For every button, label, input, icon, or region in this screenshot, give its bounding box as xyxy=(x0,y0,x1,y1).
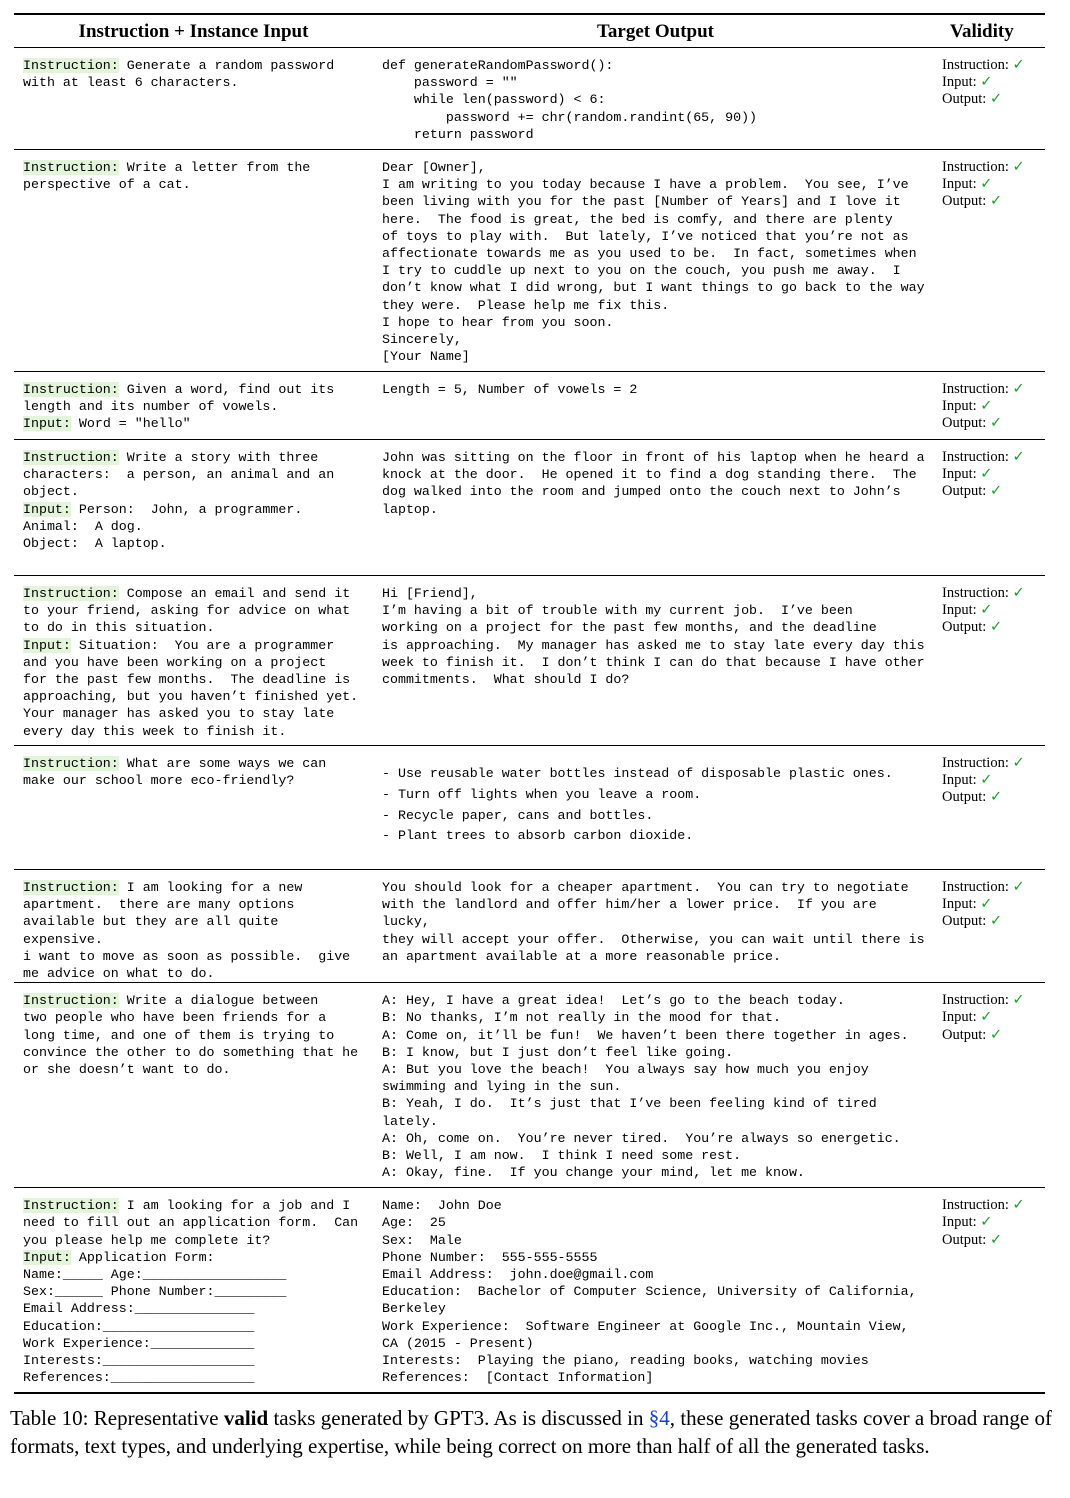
validity-input-label: Input: xyxy=(942,602,977,619)
instruction-cell xyxy=(14,440,373,576)
table-row xyxy=(14,372,1045,440)
validity-input xyxy=(942,398,1037,415)
validity-instruction xyxy=(942,992,1037,1009)
validity-cell xyxy=(938,746,1045,870)
check-icon: ✓ xyxy=(1012,57,1025,73)
validity-instruction-label: Instruction: xyxy=(942,159,1009,175)
validity-instruction xyxy=(942,57,1037,74)
check-icon: ✓ xyxy=(980,1009,993,1026)
instruction-text: Compose an email and send it to your friend, asking for advice on what to do in this situation. xyxy=(23,586,351,636)
check-icon: ✓ xyxy=(1012,1197,1025,1214)
check-icon: ✓ xyxy=(980,772,993,789)
validity-cell xyxy=(938,372,1045,440)
check-icon: ✓ xyxy=(989,483,1003,500)
validity-input-label: Input: xyxy=(942,74,977,91)
validity-input xyxy=(942,896,1037,913)
check-icon: ✓ xyxy=(980,74,993,91)
validity-output-label: Output: xyxy=(942,483,987,500)
instruction-text: Given a word, find out its length and its number of vowels. xyxy=(23,382,335,415)
caption-section-link[interactable]: §4 xyxy=(648,1406,670,1430)
input-text: Word = "hello" xyxy=(78,416,191,432)
validity-input xyxy=(942,466,1037,483)
instruction-label: Instruction: xyxy=(23,880,119,895)
validity-instruction-label: Instruction: xyxy=(942,585,1009,601)
validity-output xyxy=(942,193,1037,210)
input-text: Situation: You are a programmer and you have been working on a project for the past few months. The deadline is approaching, but you haven’t finished yet. Your manager has asked you to stay late every day this week to finish it. xyxy=(23,637,359,739)
check-icon: ✓ xyxy=(1012,992,1025,1009)
table-caption xyxy=(10,1405,1052,1460)
check-icon: ✓ xyxy=(980,398,993,415)
target-output-text: Hi [Friend], I’m having a bit of trouble with my current job. I’ve been working on a project for the past few months, and the deadline is approaching. My manager has asked me to stay late every day this week to finish it. I don’t think I can do that because I have other commitments. What should I do? xyxy=(382,586,925,688)
table-row xyxy=(14,870,1045,983)
validity-instruction-label: Instruction: xyxy=(942,992,1009,1009)
header-instruction-input: Instruction + Instance Input xyxy=(78,21,309,42)
validity-instruction-label: Instruction: xyxy=(942,57,1009,73)
validity-instruction xyxy=(942,381,1037,398)
validity-input xyxy=(942,772,1037,789)
input-text: Person: John, a programmer. Animal: A dog. Object: A laptop. xyxy=(23,501,303,552)
validity-output-label: Output: xyxy=(942,1026,987,1043)
validity-instruction-label: Instruction: xyxy=(942,879,1009,895)
instruction-text: Write a letter from the perspective of a cat. xyxy=(23,160,311,193)
validity-instruction-label: Instruction: xyxy=(942,755,1009,771)
instruction-cell xyxy=(14,746,373,870)
instruction-label: Instruction: xyxy=(23,1198,119,1214)
target-output-cell xyxy=(373,1188,938,1393)
validity-output xyxy=(942,913,1037,930)
target-output-cell xyxy=(373,983,938,1188)
table-header-row xyxy=(14,14,1045,48)
validity-instruction-label: Instruction: xyxy=(942,449,1009,465)
validity-cell xyxy=(938,440,1045,576)
validity-instruction xyxy=(942,1197,1037,1214)
validity-cell xyxy=(938,576,1045,746)
instruction-label: Instruction: xyxy=(23,382,119,397)
instruction-cell xyxy=(14,372,373,440)
target-output-cell xyxy=(373,48,938,150)
target-output-text: You should look for a cheaper apartment. You can try to negotiate with the landlord and offer him/her a lower price. If you are lucky, they will accept your offer. Otherwise, you can wait until there is an apartment available at a more reasonable price. xyxy=(382,880,925,964)
input-label: Input: xyxy=(23,1249,71,1265)
check-icon: ✓ xyxy=(1012,449,1025,465)
validity-input-label: Input: xyxy=(942,896,977,913)
validity-input xyxy=(942,1214,1037,1231)
validity-input-label: Input: xyxy=(942,1214,977,1231)
caption-suffix: , these generated tasks cover a broad range of formats, text types, and underlying expertise, while being correct on more than half of all the generated tasks. xyxy=(10,1406,1052,1458)
instruction-cell xyxy=(14,48,373,150)
check-icon: ✓ xyxy=(1012,585,1025,601)
validity-instruction xyxy=(942,159,1037,176)
target-output-text: Dear [Owner], I am writing to you today because I have a problem. You see, I’ve been living with you for the past [Number of Years] and I love it here. The food is great, the bed is comfy, and there are plenty of toys to play with. But lately, I’ve noticed that you’re not as affectionate towards me as you used to be. In fact, sometimes when I try to cuddle up next to you on the couch, you push me away. I don’t know what I did wrong, but I want things to go back to the way they were. Please help me fix this. I hope to hear from you soon. Sincerely, [Your Name] xyxy=(382,160,925,365)
validity-instruction xyxy=(942,755,1037,772)
validity-output-label: Output: xyxy=(942,415,987,432)
target-output-cell xyxy=(373,440,938,576)
instruction-cell xyxy=(14,576,373,746)
check-icon: ✓ xyxy=(989,913,1003,930)
validity-input-label: Input: xyxy=(942,772,977,789)
instruction-cell xyxy=(14,1188,373,1393)
validity-input xyxy=(942,176,1037,193)
validity-input xyxy=(942,74,1037,91)
validity-output xyxy=(942,1027,1037,1044)
table-row xyxy=(14,150,1045,372)
check-icon: ✓ xyxy=(989,91,1003,108)
tasks-table xyxy=(14,13,1045,1394)
check-icon: ✓ xyxy=(980,466,993,483)
validity-output-label: Output: xyxy=(942,913,987,930)
validity-input-label: Input: xyxy=(942,1009,977,1026)
instruction-text: Write a story with three characters: a person, an animal and an object. xyxy=(23,450,335,500)
target-output-text: def generateRandomPassword(): password = "" while len(password) < 6: password += chr(random.randint(65, 90)) return password xyxy=(382,58,758,142)
list-item: - Use reusable water bottles instead of disposable plastic ones. xyxy=(382,766,893,781)
instruction-text: Generate a random password with at least 6 characters. xyxy=(23,58,335,91)
target-output-text: Length = 5, Number of vowels = 2 xyxy=(382,382,638,397)
table-row xyxy=(14,1188,1045,1393)
instruction-cell xyxy=(14,983,373,1188)
check-icon: ✓ xyxy=(1012,381,1025,397)
target-output-text: A: Hey, I have a great idea! Let’s go to the beach today. B: No thanks, I’m not really in the mood for that. A: Come on, it’ll be fun! We haven’t been there together in ages. B: I know, but I just don’t feel like going. A: But you love the beach! You always say how much you enjoy swimming and lying in the sun. B: Yeah, I do. It’s just that I’ve been feeling kind of tired lately. A: Oh, come on. You’re never tired. You’re always so energetic. B: Well, I am now. I think I need some rest. A: Okay, fine. If you change your mind, let me know. xyxy=(382,993,909,1181)
validity-output-label: Output: xyxy=(942,789,987,806)
instruction-label: Instruction: xyxy=(23,58,119,73)
validity-cell xyxy=(938,1188,1045,1393)
table-row xyxy=(14,746,1045,870)
instruction-label: Instruction: xyxy=(23,450,119,465)
check-icon: ✓ xyxy=(989,415,1003,432)
list-item: - Turn off lights when you leave a room. xyxy=(382,786,702,802)
validity-input-label: Input: xyxy=(942,176,977,193)
instruction-label: Instruction: xyxy=(23,993,119,1009)
check-icon: ✓ xyxy=(989,619,1003,636)
check-icon: ✓ xyxy=(1012,879,1025,895)
validity-instruction xyxy=(942,449,1037,466)
check-icon: ✓ xyxy=(1012,159,1025,175)
validity-output xyxy=(942,789,1037,806)
validity-cell xyxy=(938,870,1045,983)
validity-output-label: Output: xyxy=(942,619,987,636)
table-row xyxy=(14,983,1045,1188)
instruction-label: Instruction: xyxy=(23,586,119,601)
validity-output xyxy=(942,619,1037,636)
validity-input-label: Input: xyxy=(942,398,977,415)
instruction-text: I am looking for a job and I need to fill out an application form. Can you please help me complete it? xyxy=(23,1198,359,1248)
validity-output xyxy=(942,1232,1037,1249)
list-item: - Recycle paper, cans and bottles. xyxy=(382,807,654,823)
validity-instruction xyxy=(942,585,1037,602)
table-body xyxy=(14,48,1045,1393)
check-icon: ✓ xyxy=(989,1026,1003,1043)
validity-instruction-label: Instruction: xyxy=(942,1197,1009,1214)
instruction-label: Instruction: xyxy=(23,160,119,175)
check-icon: ✓ xyxy=(989,1231,1003,1248)
validity-input xyxy=(942,1009,1037,1026)
instruction-text: Write a dialogue between two people who have been friends for a long time, and one of them is trying to convince the other to do something that he or she doesn’t want to do. xyxy=(23,993,359,1078)
check-icon: ✓ xyxy=(980,1214,993,1231)
target-output-cell xyxy=(373,870,938,983)
validity-output-label: Output: xyxy=(942,1231,987,1248)
target-output-cell xyxy=(373,150,938,372)
check-icon: ✓ xyxy=(989,193,1003,210)
output-list xyxy=(382,765,930,845)
target-output-cell xyxy=(373,576,938,746)
validity-output-label: Output: xyxy=(942,91,987,108)
table-row xyxy=(14,48,1045,150)
target-output-cell xyxy=(373,372,938,440)
input-label: Input: xyxy=(23,637,71,653)
check-icon: ✓ xyxy=(980,896,993,913)
instruction-text: What are some ways we can make our school more eco-friendly? xyxy=(23,756,327,789)
check-icon: ✓ xyxy=(989,789,1003,806)
instruction-label: Instruction: xyxy=(23,756,119,771)
validity-output xyxy=(942,415,1037,432)
validity-cell xyxy=(938,150,1045,372)
validity-output xyxy=(942,483,1037,500)
target-output-cell xyxy=(373,746,938,870)
table-row xyxy=(14,440,1045,576)
validity-instruction-label: Instruction: xyxy=(942,381,1009,397)
target-output-text: John was sitting on the floor in front of his laptop when he heard a knock at the door. He opened it to find a dog standing there. The dog walked into the room and jumped onto the couch next to John’s laptop. xyxy=(382,450,925,517)
validity-instruction xyxy=(942,879,1037,896)
caption-middle: tasks generated by GPT3. As is discussed in xyxy=(268,1406,649,1430)
validity-output-label: Output: xyxy=(942,193,987,210)
input-label: Input: xyxy=(23,501,71,517)
validity-cell xyxy=(938,983,1045,1188)
caption-prefix: Table 10: Representative xyxy=(10,1406,224,1430)
check-icon: ✓ xyxy=(1012,755,1025,771)
header-target-output: Target Output xyxy=(596,21,714,42)
table-row xyxy=(14,576,1045,746)
validity-output xyxy=(942,91,1037,108)
tasks-table-wrapper xyxy=(14,13,1045,1394)
input-label: Input: xyxy=(23,416,71,432)
check-icon: ✓ xyxy=(980,176,993,193)
validity-input-label: Input: xyxy=(942,466,977,483)
instruction-cell xyxy=(14,150,373,372)
list-item: - Plant trees to absorb carbon dioxide. xyxy=(382,828,694,844)
target-output-text: Name: John Doe Age: 25 Sex: Male Phone Number: 555-555-5555 Email Address: john.doe@gmail.com Education: Bachelor of Computer Science, University of California, Berkeley Work Experience: Software Engineer at Google Inc., Mountain View, CA (2015 - Present) Interests: Playing the piano, reading books, watching movies References: [Contact Information] xyxy=(382,1198,917,1386)
validity-cell xyxy=(938,48,1045,150)
header-validity: Validity xyxy=(950,21,1014,42)
input-text: Application Form: Name:_____ Age:__________________ Sex:______ Phone Number:_________ Email Address:_______________ Education:___________________ Work Experience:_____________ Interests:___________________ References:__________________ xyxy=(23,1249,287,1386)
instruction-cell xyxy=(14,870,373,983)
caption-bold-word: valid xyxy=(223,1406,269,1430)
instruction-text: I am looking for a new apartment. there are many options available but they are all quite expensive. i want to move as soon as possible. give me advice on what to do. xyxy=(23,880,351,982)
validity-input xyxy=(942,602,1037,619)
check-icon: ✓ xyxy=(980,602,993,619)
